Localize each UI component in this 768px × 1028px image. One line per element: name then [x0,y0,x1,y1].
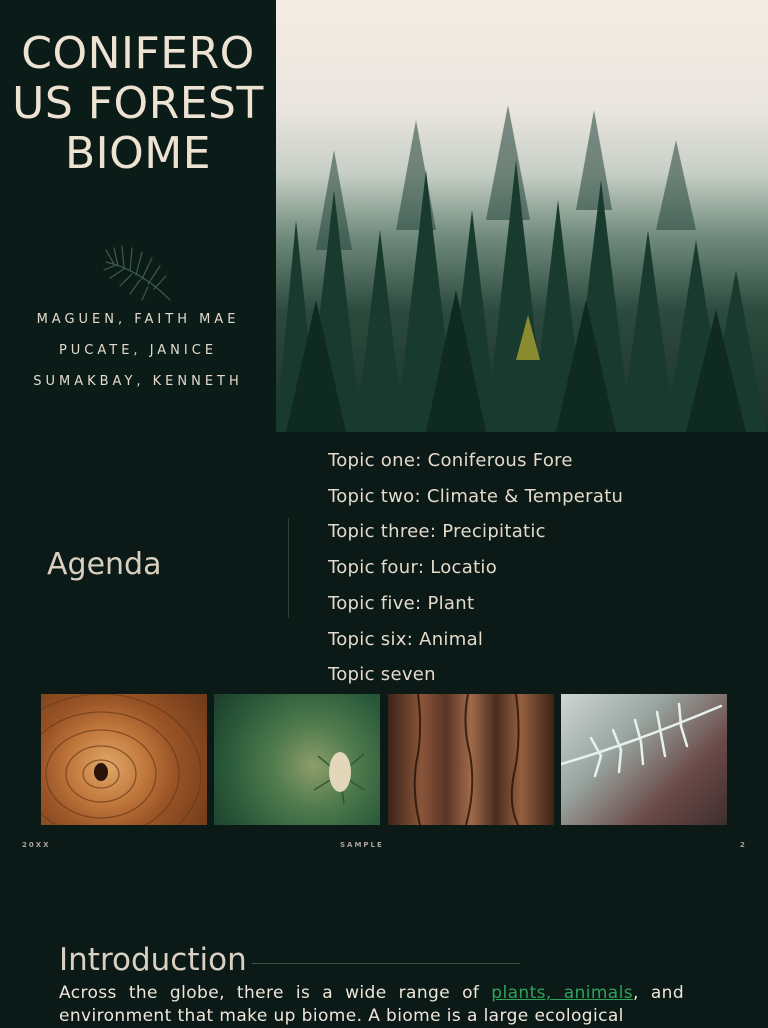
agenda-topic-7: Topic seven [328,664,436,685]
plants-animals-link[interactable]: plants, animals [491,983,634,1003]
agenda-topic-2: Topic two: Climate & Temperatu [328,486,624,507]
agenda-topic-3: Topic three: Precipitatic [328,521,546,542]
wood-rings-photo [41,694,207,825]
agenda-topic-6: Topic six: Animal [328,629,484,650]
paragraph-text-start: Across the globe, there is a wide range of [59,983,492,1003]
title-line-2: US FOREST [12,78,264,129]
title-line-1: CONIFERO [21,28,255,79]
agenda-topic-1: Topic one: Coniferous Fore [328,450,573,471]
introduction-heading: Introduction [59,942,247,978]
agenda-divider [288,518,289,618]
tree-bark-photo [388,694,554,825]
forest-photo [276,0,768,432]
agenda-heading: Agenda [47,547,162,582]
frosted-branch-photo [561,694,727,825]
introduction-paragraph [59,982,684,1028]
footer-year: 20XX [22,841,51,849]
title-panel [0,0,276,432]
agenda-topic-5: Topic five: Plant [328,593,475,614]
paragraph-text-end: , and environment that make up biome. A biome is a large ecological [59,983,685,1026]
pine-cone-photo [214,694,380,825]
title-line-3: BIOME [64,128,212,179]
footer-page-number: 2 [740,841,747,849]
introduction-rule [252,963,520,964]
author-3: SUMAKBAY, KENNETH [33,374,243,389]
agenda-topic-4: Topic four: Locatio [328,557,498,578]
footer-sample: SAMPLE [340,841,384,849]
pine-branch-icon [100,242,180,304]
author-2: PUCATE, JANICE [58,343,218,358]
author-1: MAGUEN, FAITH MAE [36,312,240,327]
